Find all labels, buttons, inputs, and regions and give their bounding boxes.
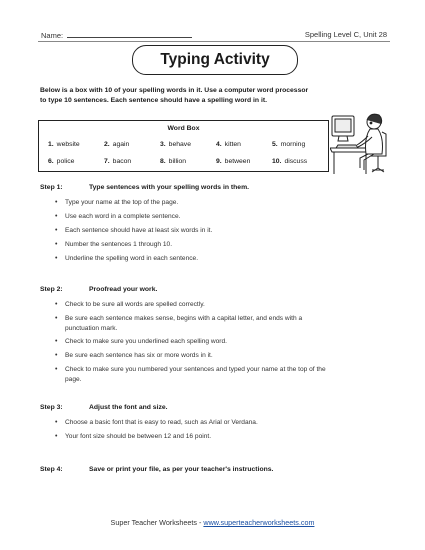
step-1-bullet-3: • Each sentence should have at least six words in it. xyxy=(55,227,213,234)
footer-text: Super Teacher Worksheets - xyxy=(110,518,204,527)
word-text: bacon xyxy=(112,158,132,165)
word-text: kitten xyxy=(224,141,241,148)
step-2-bullet-5: • Check to make sure you numbered your sentences and typed your name at the top of the page. xyxy=(55,366,326,383)
word-text: between xyxy=(224,158,251,165)
word-text: again xyxy=(112,141,130,148)
word-text: behave xyxy=(168,141,191,148)
header-divider xyxy=(38,41,390,42)
step-4-heading: Save or print your file, as per your teacher's instructions. xyxy=(89,466,274,473)
word-item xyxy=(104,141,160,148)
word-item xyxy=(216,141,272,148)
word-box-row-2 xyxy=(48,158,328,165)
step-1-bullet-1: • Type your name at the top of the page. xyxy=(55,199,179,206)
step-2-bullet-2: • Be sure each sentence makes sense, begins with a capital letter, and ends with a punctuation mark. xyxy=(55,315,303,332)
word-box-row-1 xyxy=(48,141,328,148)
step-3-label: Step 3: xyxy=(40,404,63,411)
word-number: 7. xyxy=(104,158,110,165)
step-1-bullet-4: • Number the sentences 1 through 10. xyxy=(55,241,173,248)
word-text: morning xyxy=(280,141,306,148)
step-2-bullet-1: • Check to be sure all words are spelled correctly. xyxy=(55,301,205,308)
word-text: website xyxy=(56,141,80,148)
step-3-bullet-2: • Your font size should be between 12 and 16 point. xyxy=(55,433,212,440)
step-3-heading: Adjust the font and size. xyxy=(89,404,168,411)
level-label: Spelling Level C, Unit 28 xyxy=(304,30,387,39)
word-number: 3. xyxy=(160,141,166,148)
name-blank-line xyxy=(67,30,192,38)
word-text: police xyxy=(56,158,75,165)
step-1-label: Step 1: xyxy=(40,184,63,191)
intro-text: Below is a box with 10 of your spelling words in it. Use a computer word processor to type 10 sentences. Each sentence should have a spelling word in it. xyxy=(40,87,309,104)
word-item xyxy=(160,158,216,165)
step-1-heading: Type sentences with your spelling words in them. xyxy=(89,184,250,191)
word-box-title: Word Box xyxy=(167,125,200,132)
word-number: 5. xyxy=(272,141,278,148)
name-field xyxy=(41,30,192,40)
step-3-bullet-1: • Choose a basic font that is easy to read, such as Arial or Verdana. xyxy=(55,419,258,426)
word-number: 8. xyxy=(160,158,166,165)
word-box xyxy=(38,120,329,172)
word-item xyxy=(48,158,104,165)
step-1-bullet-5: • Underline the spelling word in each sentence. xyxy=(55,255,199,262)
word-number: 9. xyxy=(216,158,222,165)
page-title: Typing Activity xyxy=(132,45,298,75)
step-2-heading: Proofread your work. xyxy=(89,286,158,293)
word-text: billion xyxy=(168,158,187,165)
word-item xyxy=(272,141,328,148)
word-item xyxy=(104,158,160,165)
footer-link[interactable]: www.superteacherworksheets.com xyxy=(203,518,315,527)
step-4-label: Step 4: xyxy=(40,466,63,473)
word-number: 2. xyxy=(104,141,110,148)
word-item xyxy=(216,158,272,165)
word-item xyxy=(272,158,328,165)
word-item xyxy=(48,141,104,148)
footer xyxy=(0,518,425,527)
step-2-bullet-4: • Be sure each sentence has six or more words in it. xyxy=(55,352,213,359)
word-item xyxy=(160,141,216,148)
word-text: discuss xyxy=(284,158,308,165)
computer-user-illustration xyxy=(330,110,390,175)
step-2-bullet-3: • Check to make sure you underlined each spelling word. xyxy=(55,338,228,345)
word-number: 10. xyxy=(272,158,282,165)
word-number: 6. xyxy=(48,158,54,165)
word-number: 4. xyxy=(216,141,222,148)
step-2-label: Step 2: xyxy=(40,286,63,293)
step-1-bullet-2: • Use each word in a complete sentence. xyxy=(55,213,181,220)
name-label: Name: xyxy=(41,31,64,40)
word-number: 1. xyxy=(48,141,54,148)
